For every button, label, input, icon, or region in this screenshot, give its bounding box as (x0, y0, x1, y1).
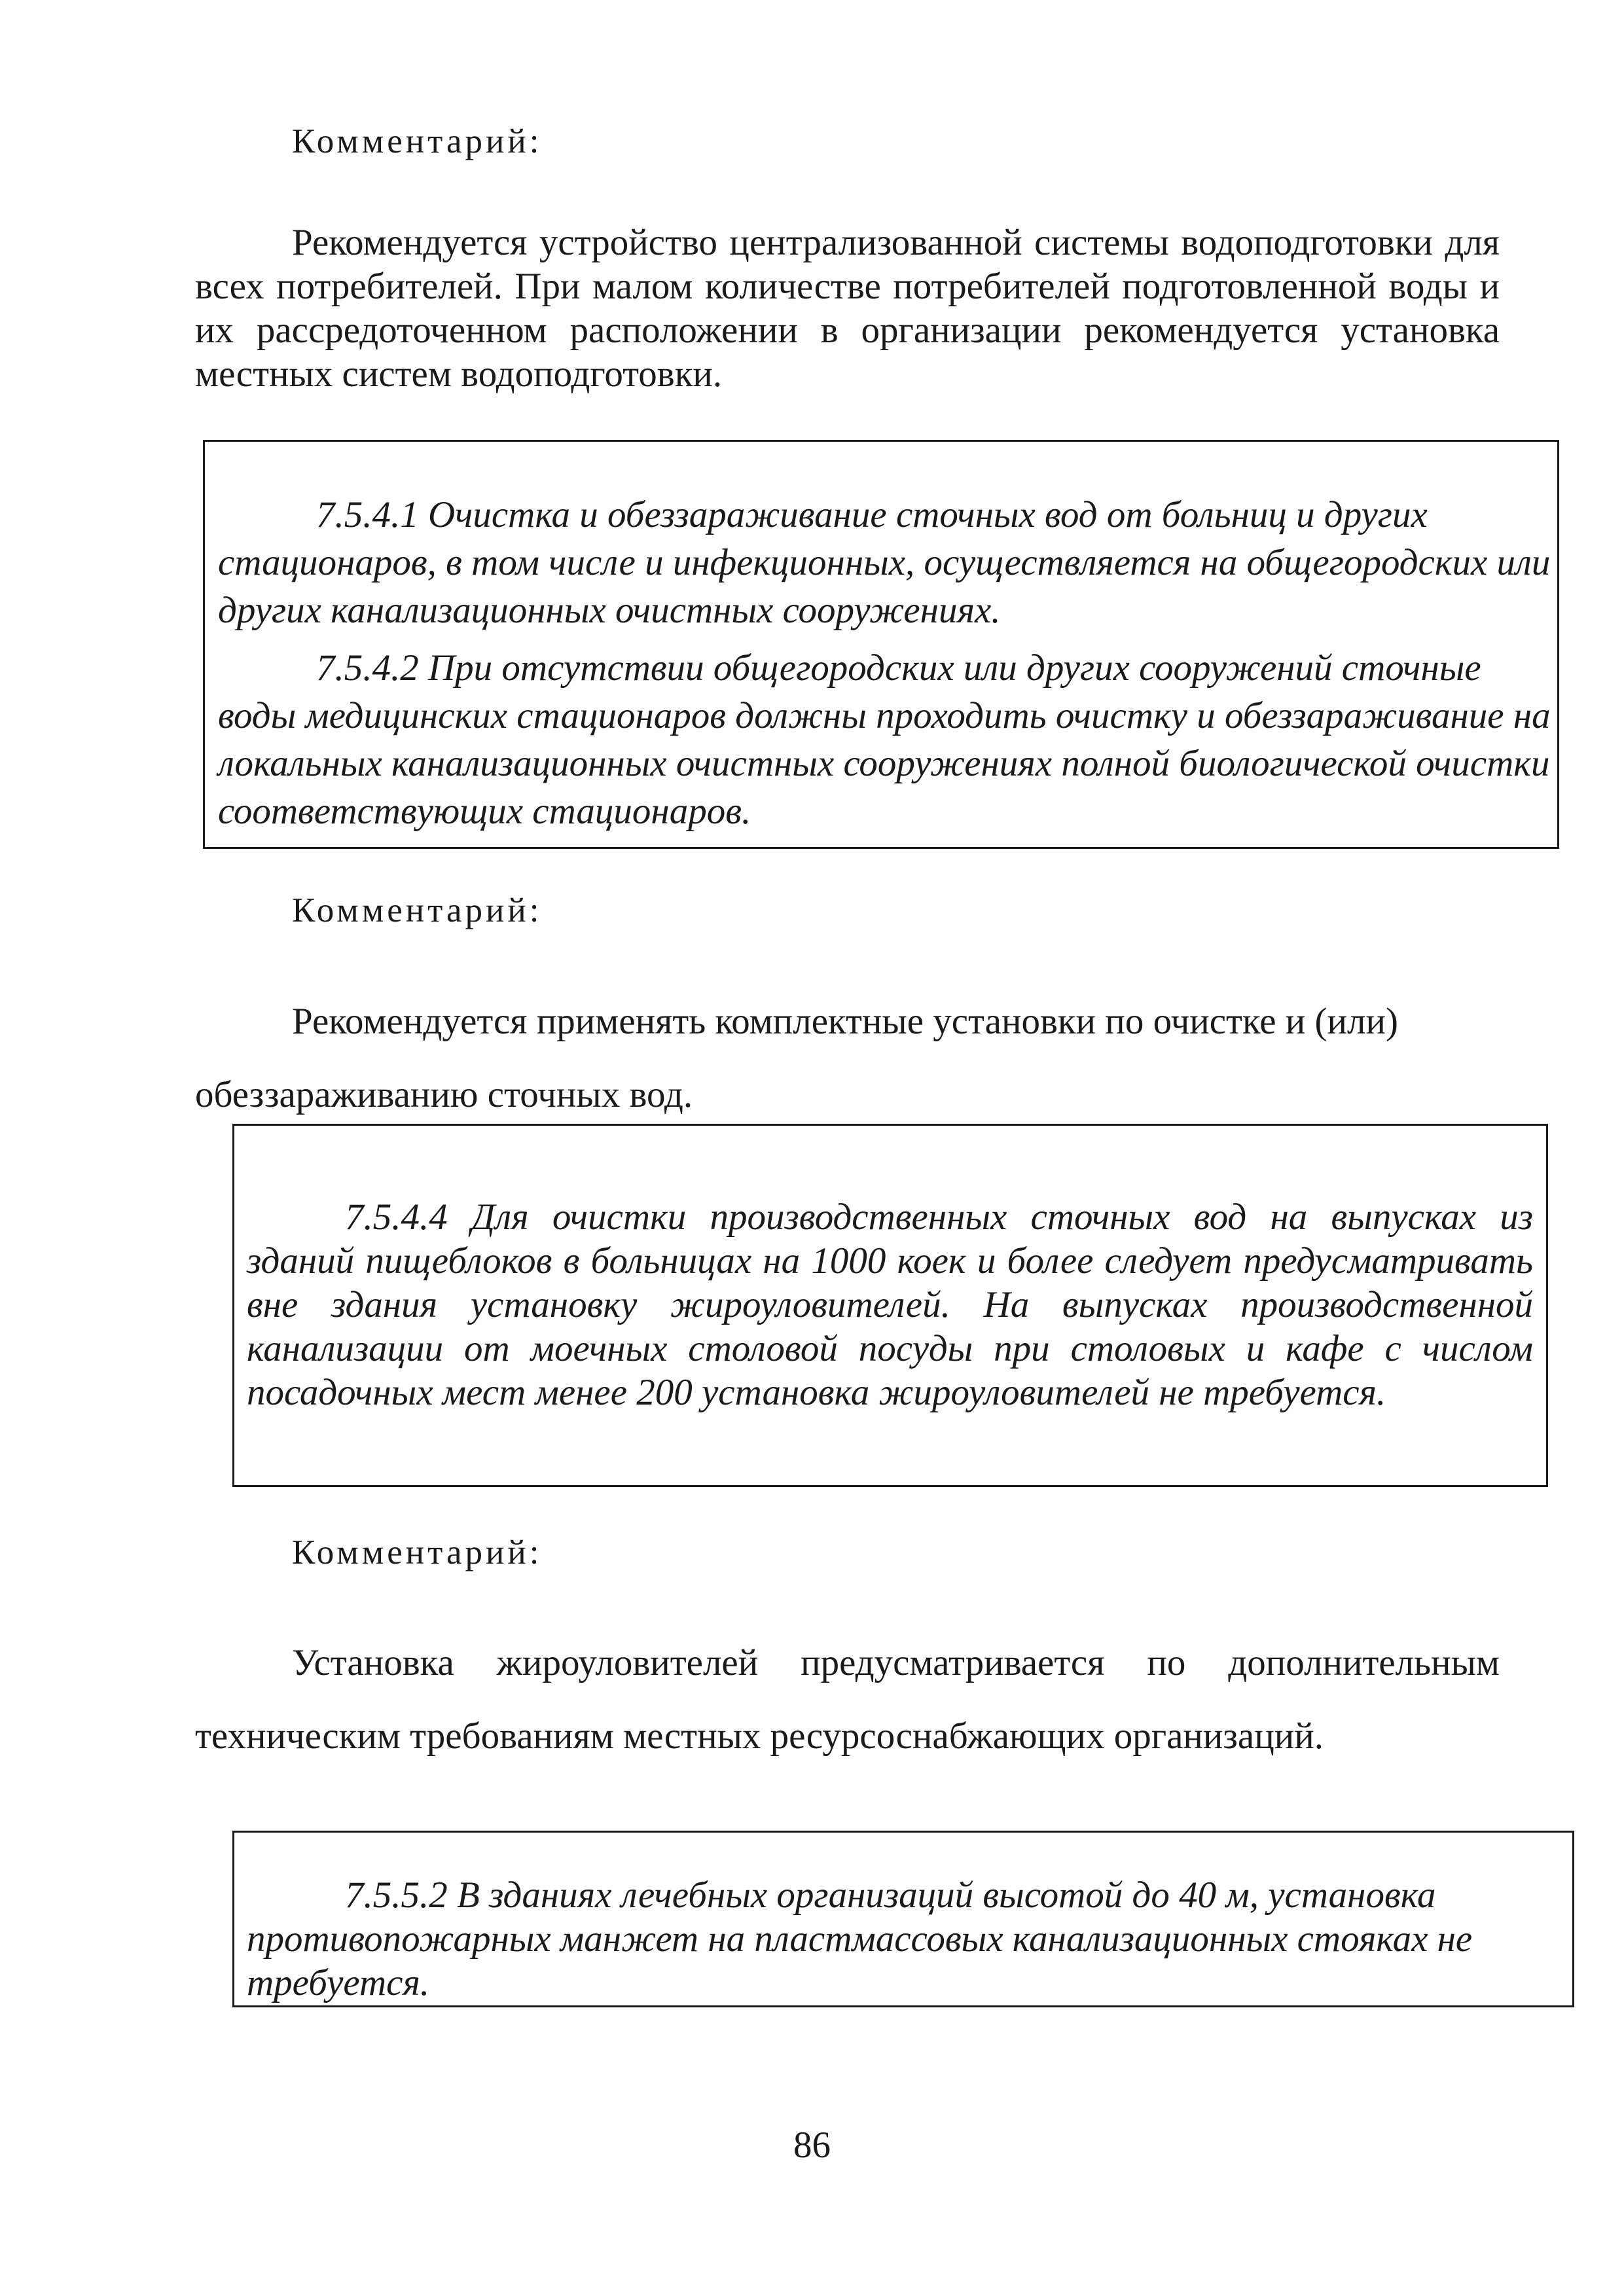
comment-heading: Комментарий: (292, 1534, 543, 1571)
norm-clause: 7.5.4.4 Для очистки производственных сточных вод на выпусках из зданий пищеблоков в больницах на 1000 коек и более следует предусматривать вне здания установку жироуловителей. На выпусках производственной канализации от моечных столовой посуды при столовых и кафе с числом посадочных мест менее 200 установка жироуловителей не требуется. (247, 1196, 1533, 1413)
comment-paragraph: Установка жироуловителей предусматривается по дополнительным техническим требованиям местных ресурсоснабжающих организаций. (195, 1642, 1500, 1757)
comment-heading: Комментарий: (292, 122, 543, 160)
norm-clause: 7.5.4.1 Очистка и обеззараживание сточных вод от больниц и других стационаров, в том числе и инфекционных, осуществляется на общегородских или других канализационных очистных сооружениях. (218, 494, 1551, 631)
norm-clause: 7.5.5.2 В зданиях лечебных организаций высотой до 40 м, установка противопожарных манжет на пластмассовых канализационных стояках не требуется. (247, 1874, 1473, 2003)
comment-paragraph: Рекомендуется устройство централизованной системы водоподготовки для всех потребителей. При малом количестве потребителей подготовленной воды и их рассредоточенном расположении в организации рекомендуется установка местных систем водоподготовки. (195, 222, 1500, 395)
comment-heading: Комментарий: (292, 891, 543, 929)
norm-clause: 7.5.4.2 При отсутствии общегородских или других сооружений сточные воды медицинских стационаров должны проходить очистку и обеззараживание на локальных канализационных очистных сооружениях полной биологической очистки соответствующих стационаров. (218, 647, 1551, 832)
comment-paragraph: Рекомендуется применять комплектные установки по очистке и (или) обеззараживанию сточных вод. (195, 1001, 1398, 1115)
page-number: 86 (793, 2125, 831, 2166)
